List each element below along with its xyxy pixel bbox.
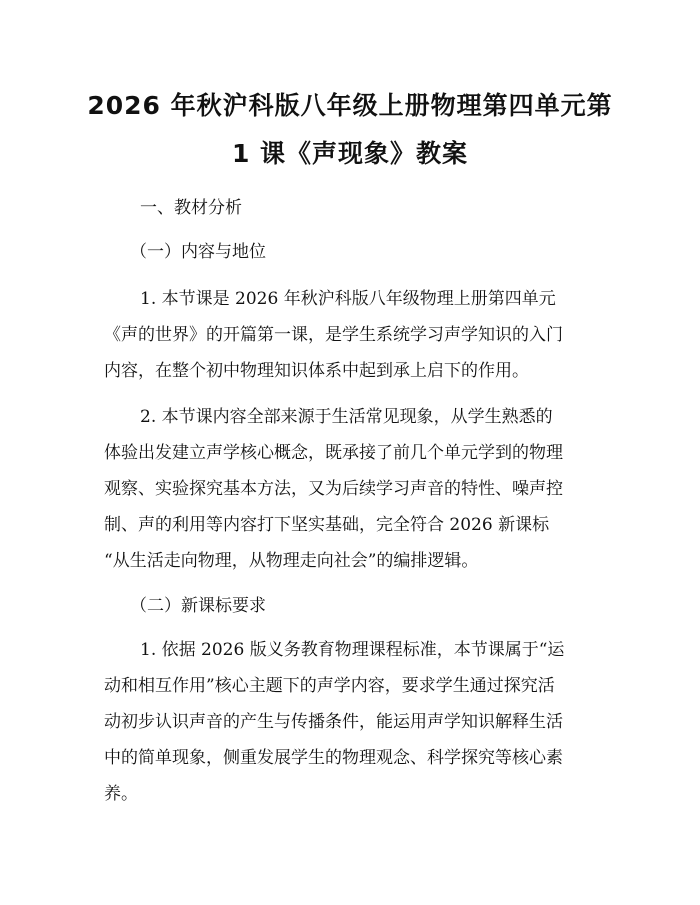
document-title-line2: 1 课《声现象》教案 (231, 139, 469, 168)
paragraph-line: 2. 本节课内容全部来源于生活常见现象，从学生熟悉的 (140, 407, 553, 427)
paragraph-line: “从生活走向物理，从物理走向社会”的编排逻辑。 (104, 551, 479, 571)
paragraph-line: 中的简单现象，侧重发展学生的物理观念、科学探究等核心素 (104, 748, 563, 768)
paragraph-line: 体验出发建立声学核心概念，既承接了前几个单元学到的物理 (104, 443, 563, 463)
paragraph-2 (104, 399, 604, 579)
paragraph-1 (104, 281, 604, 389)
paragraph-line: 养。 (104, 784, 138, 804)
paragraph-line: 动初步认识声音的产生与传播条件，能运用声学知识解释生活 (104, 712, 563, 732)
paragraph-line: 观察、实验探究基本方法，又为后续学习声音的特性、噪声控 (104, 479, 563, 499)
subsection-heading-curriculum-requirements: （二）新课标要求 (130, 596, 266, 616)
paragraph-line: 动和相互作用”核心主题下的声学内容，要求学生通过探究活 (104, 676, 555, 696)
paragraph-line: 1. 依据 2026 版义务教育物理课程标准，本节课属于“运 (140, 640, 565, 660)
paragraph-line: 《声的世界》的开篇第一课，是学生系统学习声学知识的入门 (104, 325, 563, 345)
subsection-heading-content-position: （一）内容与地位 (130, 242, 266, 262)
paragraph-line: 内容，在整个初中物理知识体系中起到承上启下的作用。 (104, 361, 529, 381)
paragraph-line: 制、声的利用等内容打下坚实基础，完全符合 2026 新课标 (104, 515, 550, 535)
paragraph-line: 1. 本节课是 2026 年秋沪科版八年级物理上册第四单元 (140, 289, 556, 309)
paragraph-3 (104, 632, 604, 812)
section-heading-textbook-analysis: 一、教材分析 (140, 198, 242, 218)
document-title-line1: 2026 年秋沪科版八年级上册物理第四单元第 (87, 91, 613, 120)
